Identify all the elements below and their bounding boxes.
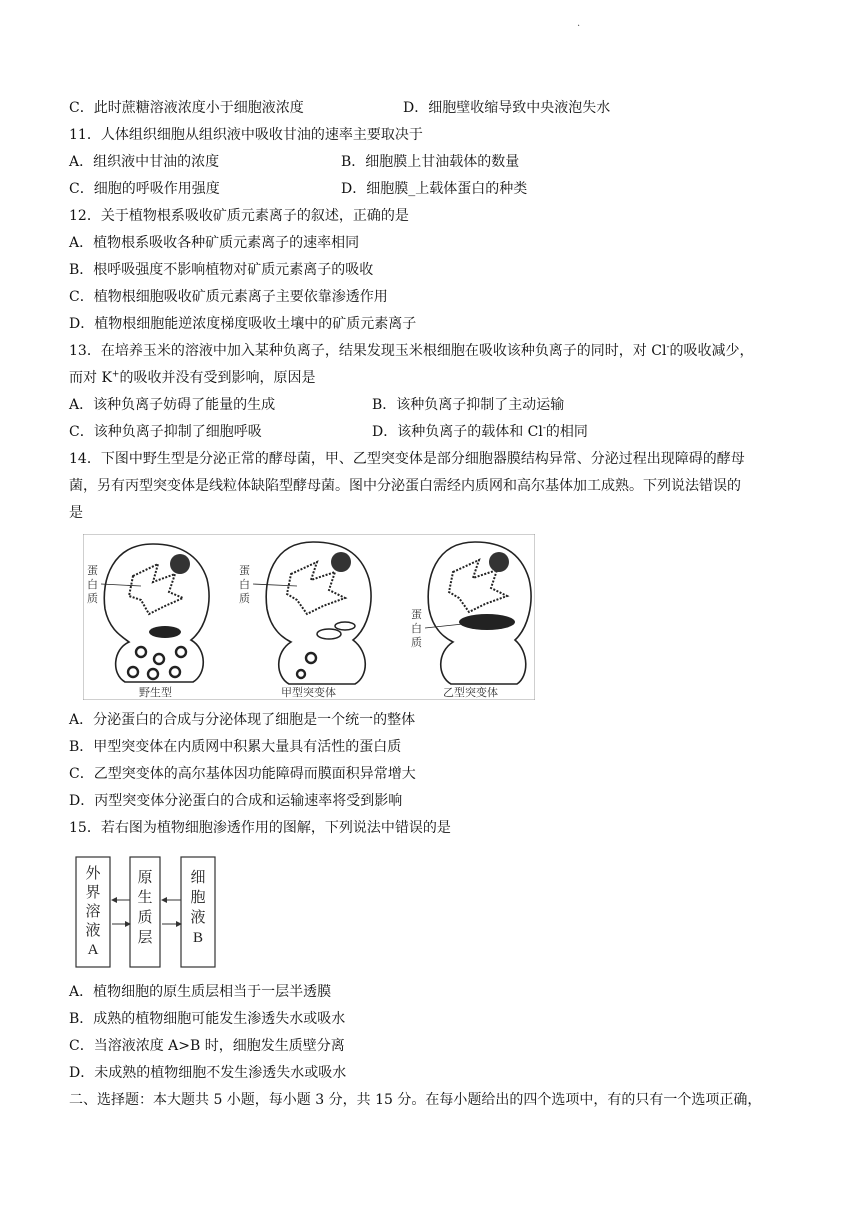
section-2-heading: 二、选择题：本大题共 5 小题，每小题 3 分，共 15 分。在每小题给出的四个选项中，有的只有一个选项正确， — [69, 1092, 762, 1108]
q12-option-b: B．根呼吸强度不影响植物对矿质元素离子的吸收 — [69, 262, 374, 278]
box-a-char5: A — [87, 942, 99, 958]
protein-label-2-char3: 质 — [239, 593, 250, 605]
box-b-char1: 细 — [190, 870, 206, 886]
protein-label-2-char1: 蛋 — [239, 565, 250, 577]
box-a-char2: 界 — [85, 885, 101, 901]
q15-option-d: D．未成熟的植物细胞不发生渗透失水或吸水 — [69, 1065, 347, 1081]
q13-option-a: A．该种负离子妨碍了能量的生成 — [69, 397, 276, 413]
q11-option-b: B．细胞膜上甘油载体的数量 — [341, 154, 520, 170]
q12-stem: 12．关于植物根系吸收矿质元素离子的叙述，正确的是 — [69, 208, 409, 224]
q14-option-a: A．分泌蛋白的合成与分泌体现了细胞是一个统一的整体 — [69, 712, 416, 728]
q15-option-b: B．成熟的植物细胞可能发生渗透失水或吸水 — [69, 1011, 346, 1027]
caption-mutant-jia: 甲型突变体 — [281, 687, 336, 699]
q14-stem-line3: 是 — [69, 505, 83, 521]
q14-option-b: B．甲型突变体在内质网中积累大量具有活性的蛋白质 — [69, 739, 402, 755]
q10-option-c: C．此时蔗糖溶液浓度小于细胞液浓度 — [69, 100, 304, 116]
protein-label-3-char1: 蛋 — [411, 609, 422, 621]
caption-mutant-yi: 乙型突变体 — [443, 687, 498, 699]
box-b-char3: 液 — [190, 910, 206, 926]
osmosis-diagram — [75, 854, 237, 970]
q13-stem-line2: 而对 K+的吸收并没有受到影响，原因是 — [69, 369, 316, 386]
q11-stem: 11．人体组织细胞从组织液中吸收甘油的速率主要取决于 — [69, 127, 423, 143]
box-b-char2: 胞 — [190, 890, 206, 906]
box-mid-char3: 质 — [137, 910, 153, 926]
q15-option-c: C．当溶液浓度 A>B 时，细胞发生质壁分离 — [69, 1038, 345, 1054]
protein-label-1-char3: 质 — [87, 593, 98, 605]
box-mid-char2: 生 — [137, 890, 153, 906]
box-b-char4: B — [192, 930, 204, 946]
q12-option-a: A．植物根系吸收各种矿质元素离子的速率相同 — [69, 235, 360, 251]
q11-option-a: A．组织液中甘油的浓度 — [69, 154, 220, 170]
q13-option-c: C．该种负离子抑制了细胞呼吸 — [69, 424, 262, 440]
q14-option-c: C．乙型突变体的高尔基体因功能障碍而膜面积异常增大 — [69, 766, 416, 782]
header-dot: . — [577, 18, 581, 29]
box-a-char3: 溶 — [85, 904, 101, 920]
box-mid-char4: 层 — [137, 930, 153, 946]
box-mid-char1: 原 — [137, 870, 153, 886]
q13-stem-line1: 13．在培养玉米的溶液中加入某种负离子，结果发现玉米根细胞在吸收该种负离子的同时，对 Cl-的吸收减少， — [69, 342, 754, 359]
q14-stem-line1: 14．下图中野生型是分泌正常的酵母菌，甲、乙型突变体是部分细胞器膜结构异常、分泌过程出现障碍的酵母 — [69, 451, 745, 467]
q13-option-b: B．该种负离子抑制了主动运输 — [372, 397, 565, 413]
q15-option-a: A．植物细胞的原生质层相当于一层半透膜 — [69, 984, 332, 1000]
box-a-char4: 液 — [85, 923, 101, 939]
q10-option-d: D．细胞壁收缩导致中央液泡失水 — [403, 100, 611, 116]
q11-option-c: C．细胞的呼吸作用强度 — [69, 181, 220, 197]
box-a-char1: 外 — [85, 866, 101, 882]
caption-wild-type: 野生型 — [139, 687, 172, 699]
protein-label-3-char2: 白 — [411, 623, 422, 635]
q15-stem: 15．若右图为植物细胞渗透作用的图解，下列说法中错误的是 — [69, 820, 451, 836]
protein-label-1-char1: 蛋 — [87, 565, 98, 577]
protein-label-2-char2: 白 — [239, 579, 250, 591]
q13-option-d: D．该种负离子的载体和 Cl-的相同 — [372, 423, 588, 440]
q12-option-c: C．植物根细胞吸收矿质元素离子主要依靠渗透作用 — [69, 289, 388, 305]
q14-stem-line2: 菌，另有丙型突变体是线粒体缺陷型酵母菌。图中分泌蛋白需经内质网和高尔基体加工成熟。下列说法错误的 — [69, 478, 741, 494]
protein-label-1-char2: 白 — [87, 579, 98, 591]
q12-option-d: D．植物根细胞能逆浓度梯度吸收土壤中的矿质元素离子 — [69, 316, 417, 332]
q11-option-d: D．细胞膜_上载体蛋白的种类 — [341, 181, 528, 197]
yeast-mutant-figure — [83, 534, 535, 700]
q14-option-d: D．丙型突变体分泌蛋白的合成和运输速率将受到影响 — [69, 793, 403, 809]
protein-label-3-char3: 质 — [411, 637, 422, 649]
